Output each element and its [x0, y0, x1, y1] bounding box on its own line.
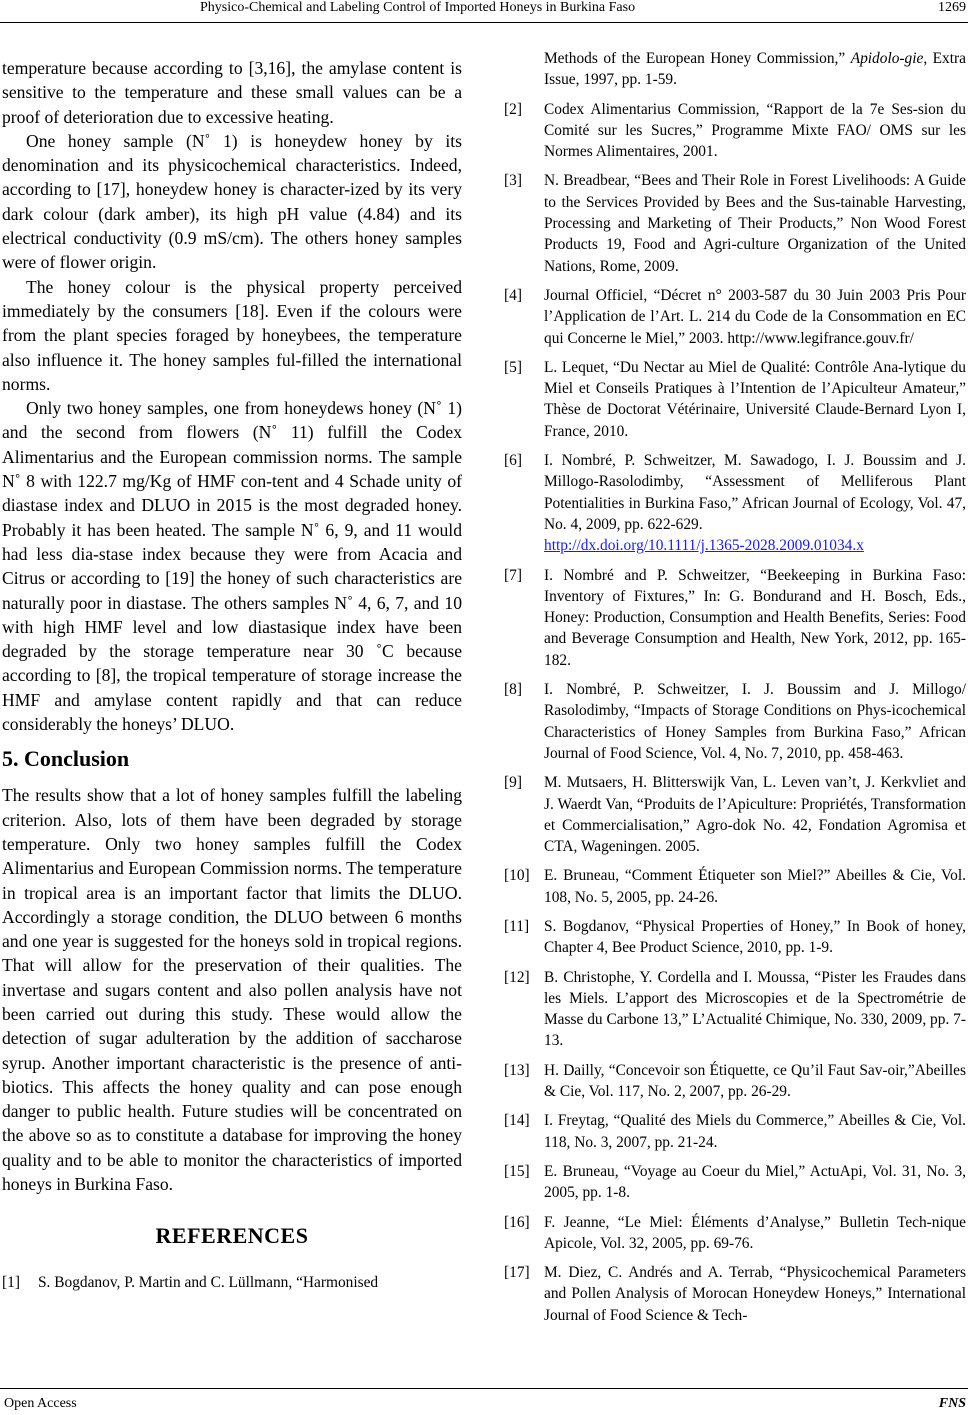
reference-text-part1: S. Bogdanov, P. Martin and C. Lüllmann, “Harmonised [38, 1274, 379, 1292]
page-number: 1269 [938, 0, 966, 15]
reference-number: [11] [504, 917, 530, 935]
reference-item [504, 916, 966, 959]
reference-number: [17] [504, 1264, 530, 1282]
paragraph: temperature because according to [3,16], the amylase content is sensitive to the temperature and these small values can be a proof of deterioration due to excessive heating. [2, 58, 462, 127]
reference-text: M. Diez, C. Andrés and A. Terrab, “Physicochemical Parameters and Pollen Analysis of Morocan Honeydew Honeys,” International Journal of Food Science & Tech- [544, 1264, 966, 1324]
reference-number: [7] [504, 566, 522, 584]
reference-number: [16] [504, 1213, 530, 1231]
paragraph: The honey colour is the physical property perceived immediately by the consumers [18]. Even if the colours were from the plant species foraged by honeybees, the temperature also influence it. The honey samples ful-filled the international norms. [2, 276, 462, 394]
reference-text: E. Bruneau, “Voyage au Coeur du Miel,” ActuApi, Vol. 31, No. 3, 2005, pp. 1-8. [544, 1162, 966, 1202]
reference-number: [12] [504, 968, 530, 986]
reference-item [504, 865, 966, 908]
reference-text: L. Lequet, “Du Nectar au Miel de Qualité: Contrôle Ana-lytique du Miel et Conseils Pratiques à l’Intention de l’Apiculteur Amateur,” Thèse de Doctorat Vétérinaire, Université Claude-Bernard Lyon I, France, 2010. [544, 358, 966, 440]
reference-text: S. Bogdanov, “Physical Properties of Honey,” In Book of honey, Chapter 4, Bee Product Science, 2010, pp. 1-9. [544, 917, 966, 957]
reference-item [504, 772, 966, 857]
paragraph: Only two honey samples, one from honeydews honey (N˚ 1) and the second from flowers (N˚ 11) fulfill the Codex Alimentarius and the European commission norms. The sample N˚ 8 with 122.7 mg/Kg of HMF con-tent and 4 Schade unity of diastase index and DLUO in 2015 is the most degraded honey. Probably it has been heated. The sample N˚ 6, 9, and 11 would had less dia-stase index because they were from Acacia and Citrus or according to [19] the honey of such characteristics are naturally poor in diastase. The others samples N˚ 4, 6, 7, and 10 with high HMF level and low diastasique index have been degraded by the storage temperature near 30 ˚C because according to [8], the tropical temperature of storage increase the HMF and amylase content rapidly and that can reduce considerably the honeys’ DLUO. [2, 398, 462, 735]
reference-item [504, 1060, 966, 1103]
reference-text: I. Nombré, P. Schweitzer, M. Sawadogo, I. J. Boussim and J. Millogo-Rasolodimby, “Assessment of Melliferous Plant Potentialities in Burkina Faso,” African Journal of Ecology, Vol. 47, No. 4, 2009, pp. 622-629. http://dx.doi.org/10.1111/j.1365-2028.2009.01034.x [544, 452, 966, 555]
reference-text: H. Dailly, “Concevoir son Étiquette, ce Qu’il Faut Sav-oir,”Abeilles & Cie, Vol. 117, No. 2, 2007, pp. 26-29. [544, 1061, 966, 1101]
reference-item [504, 285, 966, 349]
reference-item [504, 99, 966, 163]
reference-number: [8] [504, 681, 522, 699]
paragraph: One honey sample (N˚ 1) is honeydew honey by its denomination and its physicochemical characteristics. Indeed, according to [17], honeydew honey is character-ized by its very dark colour (dark amber), its high pH value (4.84) and its electrical conductivity (0.9 mS/cm). The others honey samples were of flower origin. [2, 130, 462, 273]
reference-number: [9] [504, 774, 522, 792]
reference-text: I. Freytag, “Qualité des Miels du Commerce,” Abeilles & Cie, Vol. 118, No. 3, 2007, pp. 21-24. [544, 1112, 966, 1151]
reference-number: [15] [504, 1162, 530, 1180]
reference-text-part2: Methods of the European Honey Commission,” Apidolo-gie, Extra Issue, 1997, pp. 1-59. [544, 50, 966, 89]
reference-text: N. Breadbear, “Bees and Their Role in Forest Livelihoods: A Guide to the Services Provided by Bees and the Sus-tainable Harvesting, Processing and Marketing of Their Products,” Non Wood Forest Products 19, Food and Agri-culture Organization of the United Nations, Rome, 2009. [544, 172, 966, 275]
footer-access-label: Open Access [4, 1396, 77, 1411]
reference-text: I. Nombré and P. Schweitzer, “Beekeeping in Burkina Faso: Inventory of Fixtures,” In: G. Bondurand and H. Bosch, Eds., Honey: Production, Consumption and Health Benefits, Series: Food and Beverage Consumption and Health, New York, 2012, pp. 165-182. [544, 566, 966, 669]
reference-item [504, 1212, 966, 1255]
reference-item [504, 679, 966, 764]
left-column [2, 56, 462, 1293]
reference-number: [6] [504, 452, 522, 470]
page-header [0, 0, 968, 23]
reference-item [504, 170, 966, 276]
reference-item [504, 565, 966, 671]
reference-item [504, 450, 966, 556]
reference-number: [5] [504, 358, 522, 376]
reference-list [504, 99, 966, 1326]
page-footer [0, 1388, 968, 1415]
conclusion-paragraph: The results show that a lot of honey samples fulfill the labeling criterion. Also, lots of them have been degraded by storage temperature. Only two honey samples fulfill the Codex Alimentarius and European Commission norms. The temperature in tropical area is an important factor that limits the DLUO. Accordingly a storage condition, the DLUO between 6 months and one year is suggested for the honeys sold in tropical regions. That will allow for the preservation of their qualities. The invertase and sugars content and also pollen analysis have not been carried out during this study. These would allow the detection of sugar adulteration by the addition of saccharose syrup. Another important characteristic is the presence of anti-biotics. This affects the honey quality and can pose enough danger to public health. Future studies will be concentrated on the above so as to constitute a database for improving the honey quality and to be able to monitor the characteristics of imported honeys in Burkina Faso. [2, 785, 462, 1195]
reference-item [2, 1272, 462, 1293]
right-column [504, 48, 966, 1334]
doi-link[interactable]: http://dx.doi.org/10.1111/j.1365-2028.2009.01034.x [544, 537, 864, 555]
reference-text: B. Christophe, Y. Cordella and I. Moussa, “Pister les Fraudes dans les Miels. L’apport des Microscopies et de la Spectrométrie de Masse du Carbone 13,” L’Actualité Chimique, No. 330, 2009, pp. 7-13. [544, 968, 966, 1050]
reference-number: [1] [2, 1274, 20, 1292]
reference-item [504, 1110, 966, 1153]
references-heading: REFERENCES [155, 1223, 309, 1249]
reference-text: I. Nombré, P. Schweitzer, I. J. Boussim and J. Millogo/ Rasolodimby, “Impacts of Storage Conditions on Phys-icochemical Characteristics of Honey Samples from Burkina Faso,” African Journal of Food Science, Vol. 4, No. 7, 2010, pp. 458-463. [544, 681, 966, 762]
reference-number: [4] [504, 286, 522, 304]
reference-item [504, 967, 966, 1052]
reference-number: [14] [504, 1112, 530, 1130]
section-heading-conclusion: 5. Conclusion [2, 746, 130, 772]
reference-item [504, 357, 966, 442]
reference-text: F. Jeanne, “Le Miel: Éléments d’Analyse,” Bulletin Tech-nique Apicole, Vol. 32, 2005, pp. 69-76. [544, 1213, 966, 1252]
footer-journal-label: FNS [938, 1396, 966, 1411]
reference-item [504, 1262, 966, 1326]
running-title: Physico-Chemical and Labeling Control of Imported Honeys in Burkina Faso [200, 0, 636, 15]
reference-number: [13] [504, 1061, 530, 1079]
reference-number: [10] [504, 867, 530, 885]
reference-number: [2] [504, 100, 522, 118]
reference-item-continuation [504, 48, 966, 91]
reference-number: [3] [504, 172, 522, 190]
reference-text: Codex Alimentarius Commission, “Rapport de la 7e Ses-sion du Comité sur les Sucres,” Programme Mixte FAO/ OMS sur les Normes Alimentaires, 2001. [544, 100, 966, 161]
reference-item [504, 1161, 966, 1204]
reference-text: M. Mutsaers, H. Blitterswijk Van, L. Leven van’t, J. Kerkvliet and J. Waerdt Van, “Produits de l’Apiculture: Propriétés, Transformation et Commercialisation,” Agro-dok No. 42, Fondation Agromisa et CTA, Wageningen. 2005. [544, 774, 966, 856]
reference-text: E. Bruneau, “Comment Étiqueter son Miel?” Abeilles & Cie, Vol. 108, No. 5, 2005, pp. 24-26. [544, 867, 966, 906]
reference-text: Journal Officiel, “Décret n° 2003-587 du 30 Juin 2003 Pris Pour l’Application de l’Art. L. 214 du Code de la Consommation en EC qui Concerne le Miel,” 2003. http://www.legifrance.gouv.fr/ [544, 286, 966, 347]
